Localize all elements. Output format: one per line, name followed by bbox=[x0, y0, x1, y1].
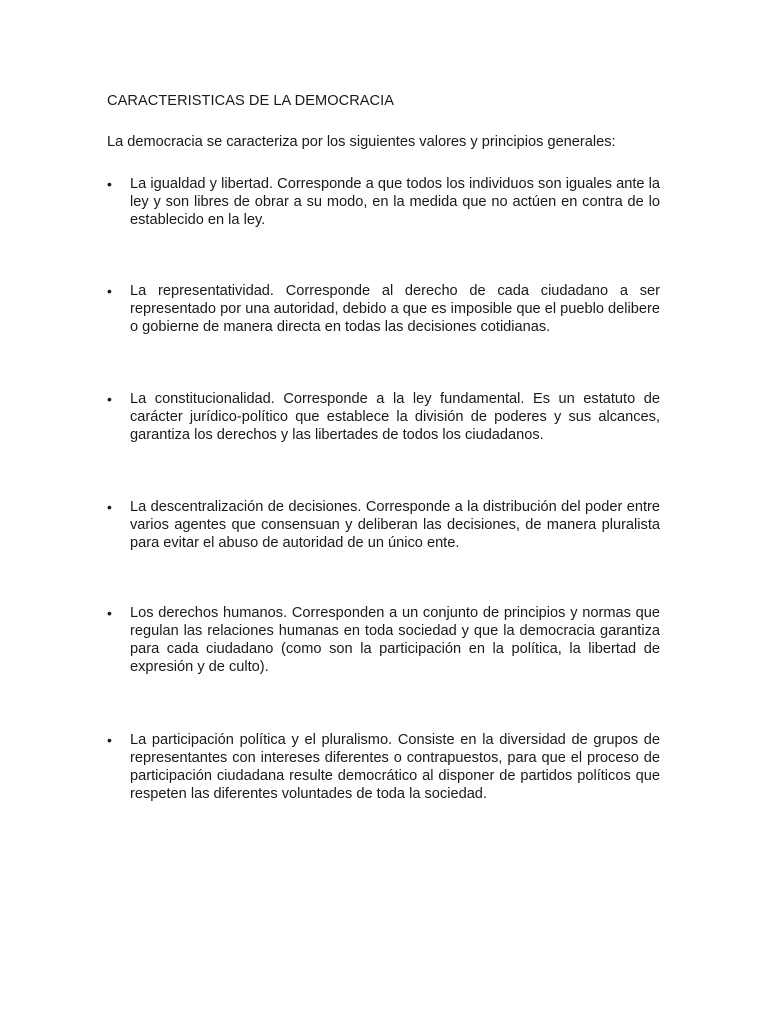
list-item-text: La igualdad y libertad. Corresponde a que todos los individuos son iguales ante la ley y son libres de obrar a su modo, en la medida que no actúen en contra de lo establecido en la ley. bbox=[130, 176, 660, 228]
list-item-text: La constitucionalidad. Corresponde a la ley fundamental. Es un estatuto de carácter jurídico-político que establece la división de poderes y sus alcances, garantiza los derechos y las libertades de todos los ciudadanos. bbox=[130, 391, 660, 443]
bullet-icon: • bbox=[107, 391, 112, 407]
document-title: CARACTERISTICAS DE LA DEMOCRACIA bbox=[107, 93, 395, 109]
bullet-icon: • bbox=[107, 499, 112, 515]
list-item-text: Los derechos humanos. Corresponden a un conjunto de principios y normas que regulan las relaciones humanas en toda sociedad y que la democracia garantiza para cada ciudadano (como son la participación en la política, la libertad de expresión y de culto). bbox=[130, 605, 660, 675]
intro-paragraph: La democracia se caracteriza por los siguientes valores y principios generales: bbox=[107, 134, 616, 150]
list-item-text: La representatividad. Corresponde al derecho de cada ciudadano a ser representado por una autoridad, debido a que es imposible que el pueblo delibere o gobierne de manera directa en todas las decisiones cotidianas. bbox=[130, 283, 660, 335]
bullet-icon: • bbox=[107, 732, 112, 748]
bullet-icon: • bbox=[107, 283, 112, 299]
list-item-text: La participación política y el pluralismo. Consiste en la diversidad de grupos de representantes con intereses diferentes o contrapuestos, para que el proceso de participación ciudadana resulte democrático al disponer de partidos políticos que respeten las diferentes voluntades de toda la sociedad. bbox=[130, 732, 660, 802]
list-item-text: La descentralización de decisiones. Corresponde a la distribución del poder entre varios agentes que consensuan y deliberan las decisiones, de manera pluralista para evitar el abuso de autoridad de un único ente. bbox=[130, 499, 660, 551]
bullet-icon: • bbox=[107, 605, 112, 621]
bullet-icon: • bbox=[107, 176, 112, 192]
